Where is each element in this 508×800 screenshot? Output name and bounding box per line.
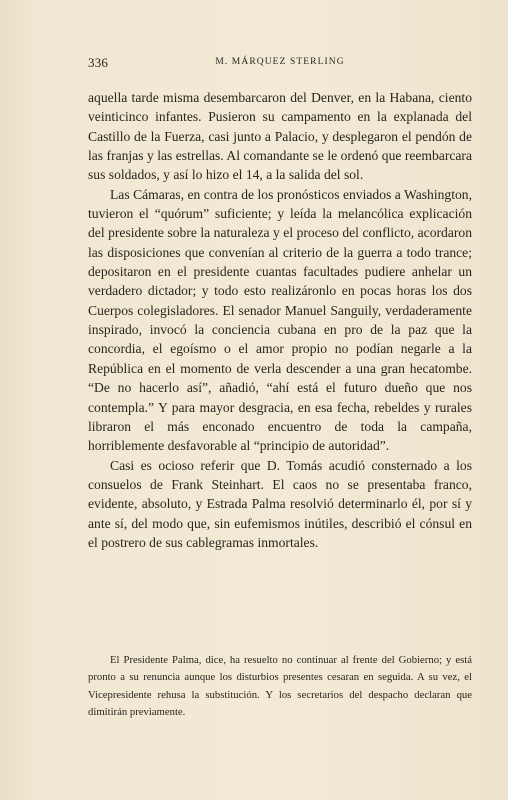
body-text: [88, 88, 472, 552]
footnote-text: El Presidente Palma, dice, ha resuelto no continuar al frente del Gobierno; y está pronto a su renuncia aunque los disturbios presentes cesaran en seguida. A su vez, el Vicepresidente rehusa la substitución. Y los secretarios del despacho declaran que dimitirán previamente.: [88, 654, 472, 719]
paragraph-1: aquella tarde misma desembarcaron del Denver, en la Habana, ciento veinticinco infantes. Pusieron su campamento en la explanada del Castillo de la Fuerza, casi junto a Palacio, y desplegaron el pendón de las franjas y las estrellas. Al comandante se le ordenó que reembarcara sus soldados, y así lo hizo el 14, a la salida del sol.: [88, 90, 472, 183]
paragraph-3: Casi es ocioso referir que D. Tomás acudió consternado a los consuelos de Frank Steinhart. El caos no se presentaba franco, evidente, absoluto, y Estrada Palma resolvió determinarlo él, por sí y ante sí, del modo que, sin eufemismos inútiles, describió el cónsul en el postrero de sus cablegramas inmortales.: [88, 457, 472, 550]
paragraph-2: Las Cámaras, en contra de los pronósticos enviados a Washington, tuvieron el “quórum” suficiente; y leída la melancólica explicación del presidente sobre la naturaleza y el proceso del conflicto, acordaron las disposiciones que convenían al criterio de la guerra a todo trance; depositaron en el presidente cuantas facultades pudiere anhelar un verdadero dictador; y todo esto realizáronlo en pocas horas los dos Cuerpos colegisladores. El senador Manuel Sanguily, verdaderamente inspirado, invocó la conciencia cubana en pro de la paz que la concordia, el egoísmo o el amor propio no podían negarle a la República en el momento de verla descender a una gran hecatombe. “De no hacerlo así”, añadió, “ahí está el futuro dueño que nos contempla.” Y para mayor desgracia, en esa fecha, rebeldes y rurales libraron el más enconado encuentro de toda la campaña, horriblemente desfavorable al “principio de autoridad”.: [88, 186, 472, 454]
page-header: [88, 55, 472, 73]
footnote: [88, 652, 472, 722]
running-head: M. MÁRQUEZ STERLING: [215, 57, 345, 67]
page-number: 336: [88, 55, 109, 70]
